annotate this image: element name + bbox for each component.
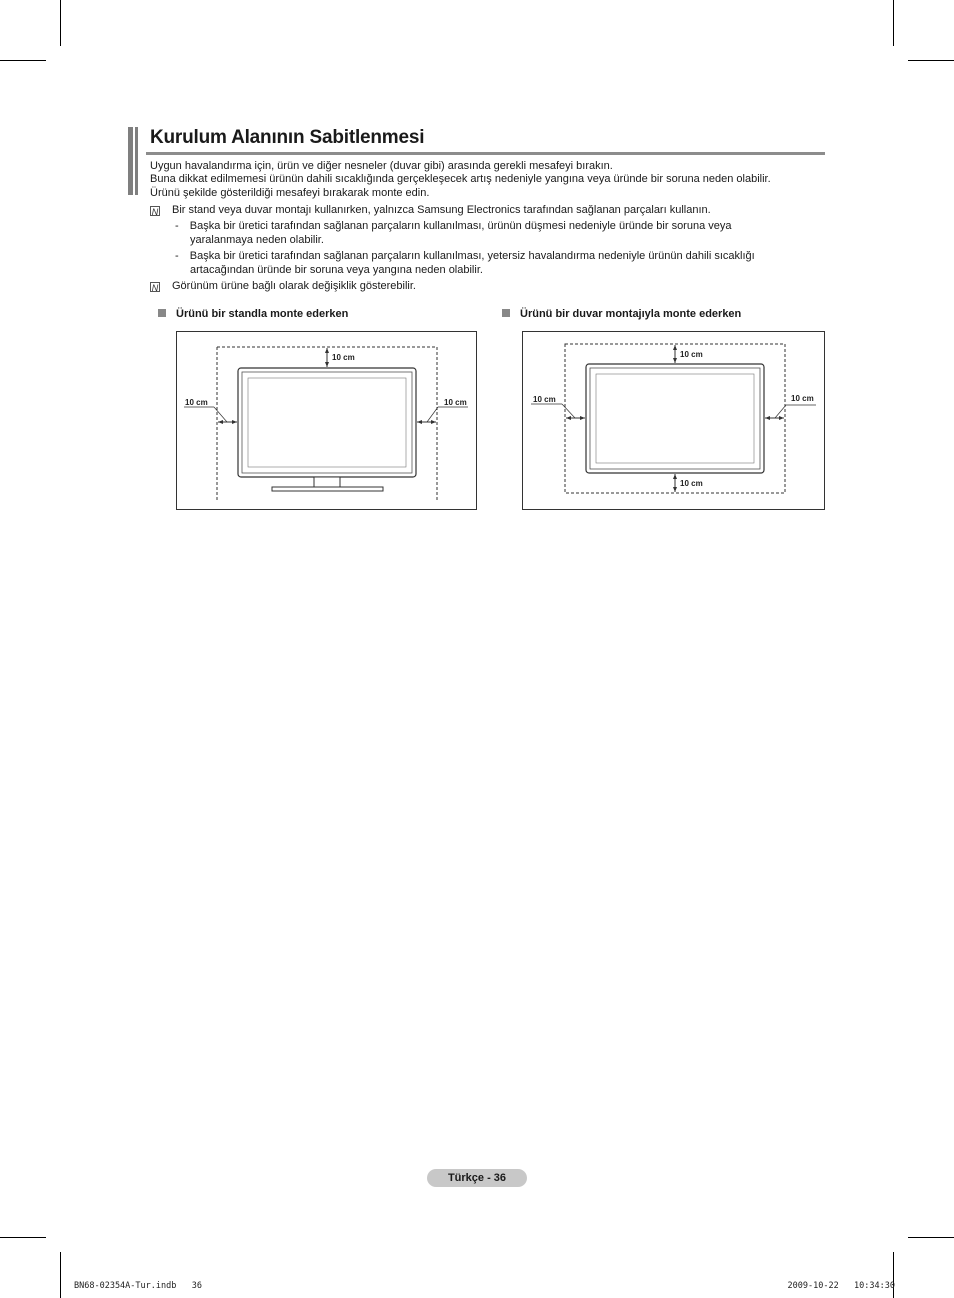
clearance-label-right: 10 cm <box>791 394 814 403</box>
clearance-label-left: 10 cm <box>533 395 556 404</box>
intro-paragraph <box>150 160 830 200</box>
intro-line: Ürünü şekilde gösterildiği mesafeyi bırakarak monte edin. <box>150 186 430 199</box>
list-item <box>175 249 755 264</box>
print-slug-right: 2009-10-22 10:34:30 <box>787 1281 895 1291</box>
crop-mark <box>60 1252 61 1298</box>
note-text: Görünüm ürüne bağlı olarak değişiklik gösterebilir. <box>172 280 416 292</box>
stand-mount-heading <box>158 308 348 320</box>
crop-mark <box>893 1252 894 1298</box>
crop-mark <box>0 60 46 61</box>
dash-marker: - <box>175 220 179 232</box>
title-rule <box>146 152 825 155</box>
list-item <box>175 219 732 234</box>
crop-mark <box>908 1237 954 1238</box>
heading-text: Ürünü bir duvar montajıyla monte ederken <box>520 308 742 320</box>
stand-mount-diagram <box>176 331 477 510</box>
heading-text: Ürünü bir standla monte ederken <box>176 308 349 320</box>
note-icon: N <box>151 283 159 293</box>
dash-marker: - <box>175 250 179 262</box>
crop-mark <box>908 60 954 61</box>
clearance-label-right: 10 cm <box>444 398 467 407</box>
tv-icon <box>586 364 764 473</box>
wall-mount-diagram <box>522 331 825 510</box>
crop-mark <box>893 0 894 46</box>
page-title: Kurulum Alanının Sabitlenmesi <box>150 127 425 148</box>
square-bullet-icon <box>502 309 510 317</box>
crop-mark <box>60 0 61 46</box>
note-icon: N <box>151 207 159 217</box>
page-number-badge: Türkçe - 36 <box>427 1169 527 1187</box>
title-bar-decoration <box>128 127 140 195</box>
list-item-text: Başka bir üretici tarafından sağlanan parçaların kullanılması, yetersiz havalandırma nedeniyle ürünün dahili sıcaklığı <box>189 250 755 262</box>
square-bullet-icon <box>158 309 166 317</box>
print-slug-left: BN68-02354A-Tur.indb 36 <box>74 1281 202 1291</box>
list-item-continuation: yaralanmaya neden olabilir. <box>190 234 324 246</box>
clearance-label-left: 10 cm <box>185 398 208 407</box>
crop-mark <box>0 1237 46 1238</box>
intro-line: Buna dikkat edilmemesi ürünün dahili sıcaklığında gerçekleşecek artış nedeniyle yangına veya üründe bir soruna neden olabilir. <box>150 173 771 186</box>
tv-icon <box>238 368 416 491</box>
list-item-text: Başka bir üretici tarafından sağlanan parçaların kullanılması, ürünün düşmesi nedeniyle üründe bir soruna veya <box>189 220 732 232</box>
clearance-label-top: 10 cm <box>332 353 355 362</box>
clearance-label-top: 10 cm <box>680 350 703 359</box>
note-text: Bir stand veya duvar montajı kullanırken, yalnızca Samsung Electronics tarafından sağlanan parçaları kullanın. <box>172 204 711 216</box>
list-item-continuation: artacağından üründe bir soruna veya yangına neden olabilir. <box>190 264 483 276</box>
intro-line: Uygun havalandırma için, ürün ve diğer nesneler (duvar gibi) arasında gerekli mesafeyi bırakın. <box>150 160 613 172</box>
wall-mount-heading <box>502 308 741 320</box>
clearance-label-bottom: 10 cm <box>680 479 703 488</box>
